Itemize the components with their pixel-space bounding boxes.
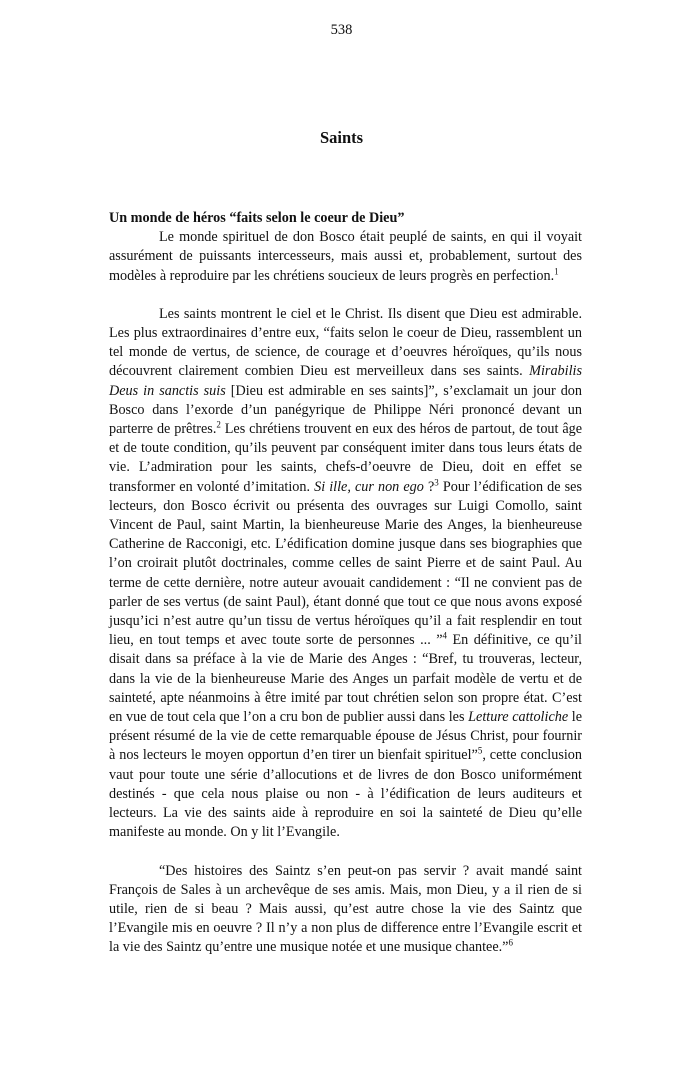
text-run: , cette conclusion vaut pour toute une série d’allocutions et de livres de don Bosco uniformément destinés - que cela nous plaise ou non - à l’édification de leurs auditeurs et lecteurs. La vie des saints aide à reproduire en soi la sainteté de Dieu qu’elle manifeste au monde. On y lit l’Evangile. [109, 747, 582, 841]
chapter-title: Saints [319, 128, 364, 147]
paragraph-1 [109, 228, 582, 286]
footnote-ref-1: 1 [554, 265, 559, 276]
paragraph-2 [109, 305, 582, 843]
text-run: “Des histoires des Saintz s’en peut-on pas servir ? avait mandé saint François de Sales à un archevêque de ses amis. Mais, mon Dieu, y a il rien de si utile, rien de si beau ? Mais aussi, qu’est autre chose la vie des Saintz que l’Evangile mis en oeuvre ? Il n’y a non plus de difference entre l’Evangile escrit et la vie des Saintz qu’entre une musique notée et une musique chantee.” [109, 862, 582, 956]
text-run: Les chrétiens trouvent en eux des héros de partout, de tout âge et de toute condition, qu’ils peuvent par conséquent imiter dans tous leurs états de vie. L’admiration pour les saints, chefs-d’oeuvre de Dieu, doit en effet se transformer en volonté d’imitation. [109, 421, 583, 495]
paragraph-3 [109, 862, 582, 958]
page-number: 538 [330, 22, 353, 38]
body-text [109, 209, 582, 958]
footnote-ref-6: 6 [508, 937, 513, 948]
text-run: Les saints montrent le ciel et le Christ. Ils disent que Dieu est admirable. Les plus extraordinaires d’entre eux, “faits selon le coeur de Dieu, rassemblent un tel monde de vertus, de science, de courage et d’oeuvres héroïques, qu’ils nous découvrent clairement combien Dieu est merveilleux dans ses saints. [109, 305, 582, 380]
text-run: ? [423, 478, 435, 495]
paragraph-gap [109, 286, 582, 305]
text-run: En définitive, ce qu’il disait dans sa préface à la vie de Marie des Anges : “Bref, tu trouveras, lecteur, dans la vie de la bienheureuse Marie des Anges un parfait modèle de vertu et de sainteté, apte néanmoins à être imité par tout chrétien selon son propre état. C’est en vue de tout cela que l’on a cru bon de publier aussi dans les [109, 632, 582, 726]
footnote-ref-4: 4 [442, 630, 448, 641]
latin-quote: Mirabilis Deus in sanctis suis [109, 363, 582, 399]
text-run: Pour l’édification de ses lecteurs, don Bosco écrivit ou présenta des ouvrages sur Luigi Comollo, saint Vincent de Paul, saint Martin, la bienheureuse Marie des Anges, la bienheureuse Catherine de Racconigi, etc. L’édification domine jusque dans ses biographies que l’on croirait plutôt doctrinales, comme celles de saint Pierre et de saint Paul. Au terme de cette dernière, notre auteur avouait candidement : “Il ne convient pas de parler de ses vertus (de saint Paul), étant donné que tout ce que nous avons exposé jusqu’ici n’est autre qu’un tissu de vertus héroïques qu’il a fait resplendir en tout lieu, en tout temps et avec toute sorte de personnes ... ” [109, 478, 582, 649]
footnote-ref-2: 2 [216, 419, 221, 430]
text-run: [Dieu est admirable en ses saints]”, s’exclamait un jour don Bosco dans l’exorde d’un panégyrique de Philippe Néri prononcé devant un parterre de prêtres. [109, 382, 582, 438]
footnote-ref-3: 3 [434, 476, 439, 487]
section-heading: Un monde de héros “faits selon le coeur de Dieu” [109, 210, 405, 226]
publication-title: Letture cattoliche [468, 709, 569, 726]
latin-quote: Si ille, cur non ego [314, 478, 424, 495]
paragraph-gap [109, 843, 582, 862]
footnote-ref-5: 5 [477, 745, 483, 756]
text-run: le présent résumé de la vie de cette remarquable épouse de Jésus Christ, pour fournir à nos lecteurs le moyen opportun d’en tirer un bienfait spirituel” [109, 709, 582, 764]
text-run: Le monde spirituel de don Bosco était peuplé de saints, en qui il voyait assurément de puissants intercesseurs, mais aussi et, probablement, surtout des modèles à reproduire par les chrétiens soucieux de leurs progrès en perfection. [109, 229, 582, 284]
